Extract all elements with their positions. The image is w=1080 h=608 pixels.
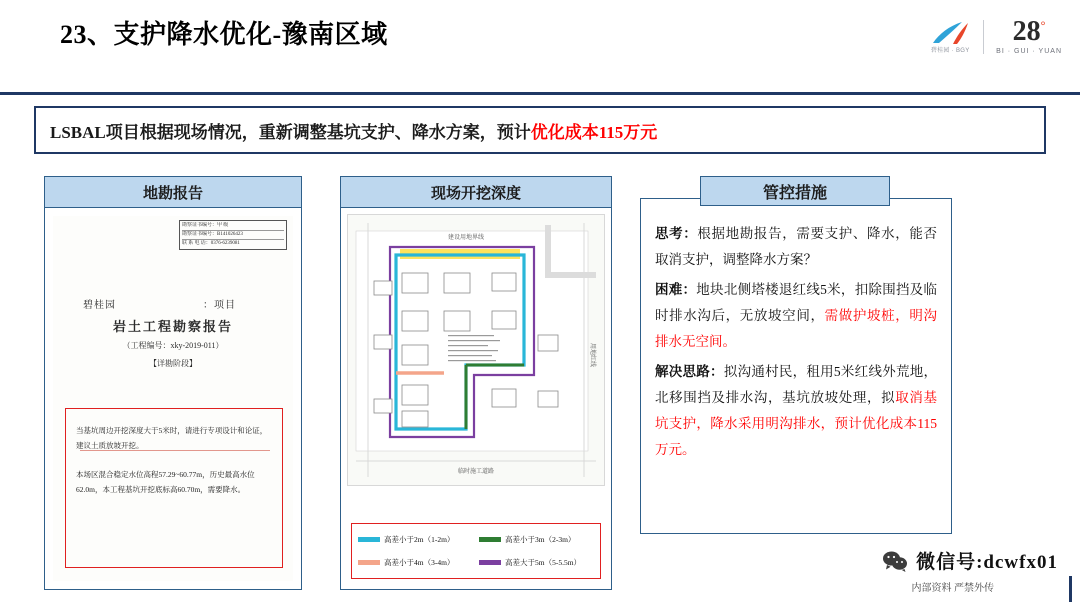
svg-text:用地红线: 用地红线 <box>589 342 595 368</box>
brand-sub-label: 碧桂园 · BGY <box>930 47 970 54</box>
panel-excavation-body <box>340 208 612 590</box>
summary-text-highlight: 优化成本115万元 <box>530 122 658 142</box>
legend-swatch-2 <box>479 537 501 542</box>
footer-accent-bar <box>1069 576 1072 602</box>
doc-red-note-1: 当基坑周边开挖深度大于5米时，请进行专项设计和论证，建议土质放坡开挖。 <box>76 426 268 450</box>
wechat-icon <box>882 550 908 572</box>
panel-geo-report <box>44 176 302 590</box>
certificate-stamp-box <box>179 220 287 250</box>
certificate-row-0: 勘察证书编号：甲 级 <box>182 222 284 231</box>
legend-swatch-1 <box>358 537 380 542</box>
legend-label-4: 高差大于5m（5-5.5m） <box>505 558 582 568</box>
doc-org-left: 碧桂园 <box>83 300 116 311</box>
doc-project-code: （工程编号：xky-2019-011） <box>122 341 224 350</box>
swoosh-icon <box>929 20 971 46</box>
site-plan-drawing <box>347 214 605 583</box>
brand-logo <box>929 20 971 54</box>
measure-paragraph-difficulty <box>655 277 937 355</box>
summary-text-main: LSBAL项目根据现场情况，重新调整基坑支护、降水方案，预计 <box>50 122 531 142</box>
svg-text:建设用地界线: 建设用地界线 <box>447 235 485 241</box>
measure-text-difficulty-2: 需做护坡桩，明沟排水无空间。 <box>655 308 938 349</box>
measure-text-solution-1: 拟沟通村民，租用5米红线外荒地，北移围挡及排水沟，基坑放坡处理，拟 <box>655 364 937 405</box>
doc-org-line <box>83 296 236 311</box>
doc-red-note-2: 本场区混合稳定水位高程57.29~60.77m，历史最高水位62.0m，本工程基坑开挖底标高60.70m，需要降水。 <box>76 470 255 494</box>
summary-banner-text <box>50 118 657 143</box>
legend-item <box>479 529 594 550</box>
logo-divider <box>983 20 984 54</box>
header-divider <box>0 92 1080 95</box>
anniversary-logo <box>996 18 1062 55</box>
panel-measures-body <box>640 198 952 534</box>
watermark-text: 微信号:dcwfx01 <box>916 552 1058 573</box>
site-plan-canvas <box>347 214 605 486</box>
legend-swatch-3 <box>358 560 380 565</box>
svg-text:临时施工道路: 临时施工道路 <box>457 469 495 475</box>
measure-lead-solution: 解决思路： <box>655 364 724 379</box>
doc-strike-mark <box>80 450 270 451</box>
measure-lead-difficulty: 困难： <box>655 282 697 297</box>
watermark <box>882 547 1058 574</box>
summary-banner <box>34 106 1046 154</box>
legend-item <box>479 553 594 574</box>
panel-geo-report-body <box>44 208 302 590</box>
doc-org-right: ：项目 <box>203 300 236 311</box>
legend-item <box>358 529 473 550</box>
measure-text-solution-2: 取消基坑支护， <box>655 390 938 431</box>
measure-lead-thinking: 思考： <box>655 226 698 241</box>
legend-label-1: 高差小于2m（1-2m） <box>384 534 455 544</box>
measure-paragraph-thinking <box>655 221 937 273</box>
measure-text-solution-3: 降水采用明沟排水，预计优化成本115万元。 <box>655 416 938 457</box>
geo-report-scan <box>53 216 293 581</box>
legend-swatch-4 <box>479 560 501 565</box>
doc-red-highlight-box <box>65 408 283 568</box>
doc-stage: 【详勘阶段】 <box>149 359 197 368</box>
panel-excavation-title: 现场开挖深度 <box>340 176 612 208</box>
panel-excavation <box>340 176 612 590</box>
anniversary-number: 28 <box>1012 16 1041 47</box>
anniversary-pinyin: BI · GUI · YUAN <box>996 48 1062 55</box>
legend-item <box>358 553 473 574</box>
panel-measures-title: 管控措施 <box>700 176 890 206</box>
measure-text-thinking: 根据地勘报告，需要支护、降水，能否取消支护，调整降水方案？ <box>655 226 938 267</box>
measure-text-difficulty-1: 地块北侧塔楼退红线5米，扣除围挡及临时排水沟后，无放坡空间， <box>655 282 938 323</box>
panel-geo-report-title: 地勘报告 <box>44 176 302 208</box>
legend-label-2: 高差小于3m（2-3m） <box>505 534 576 544</box>
anniversary-sup: ° <box>1040 18 1046 33</box>
measure-paragraph-solution <box>655 359 937 463</box>
doc-main-title: 岩土工程勘察报告 <box>112 319 233 334</box>
page-title: 23、支护降水优化-豫南区域 <box>60 20 388 49</box>
legend-label-3: 高差小于4m（3-4m） <box>384 558 455 568</box>
certificate-row-2: 联 系 电 话：0376-6239081 <box>182 241 240 246</box>
footer-note: 内部资料 严禁外传 <box>911 583 994 594</box>
map-legend <box>351 523 601 579</box>
logo-area <box>929 18 1062 55</box>
certificate-row-1: 勘察证书编号：B141026423 <box>182 231 284 240</box>
